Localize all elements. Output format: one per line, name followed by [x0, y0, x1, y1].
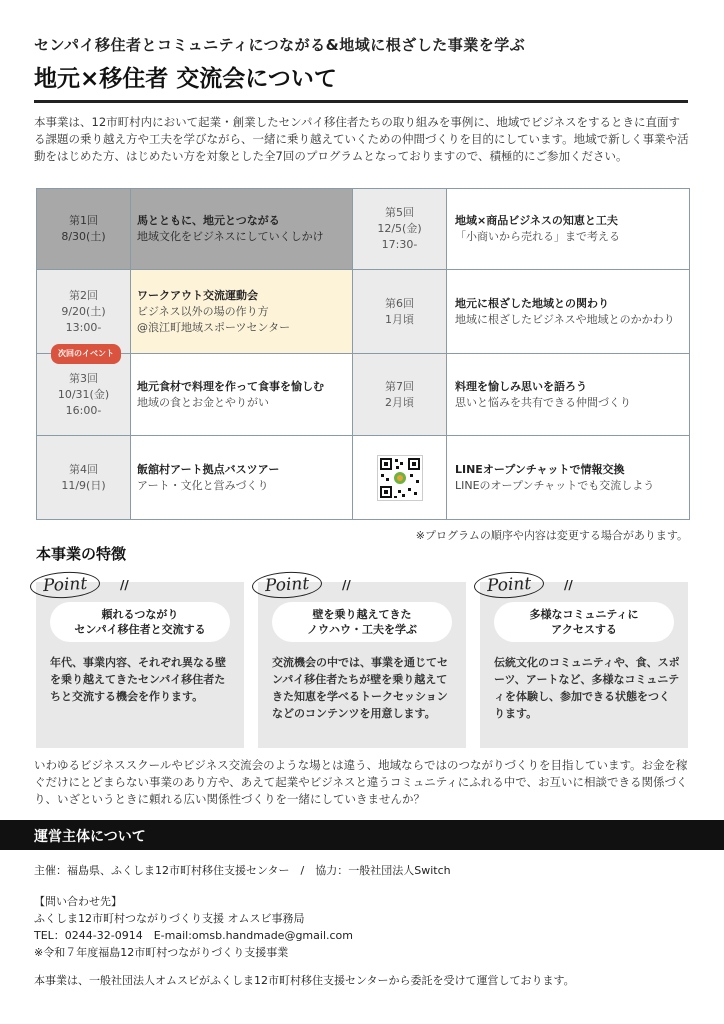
session-date-cell	[37, 349, 131, 435]
point-label: Point	[29, 570, 100, 600]
emphasis-marks: //	[342, 578, 351, 592]
feature-title-pill	[50, 602, 230, 642]
closing-paragraph: いわゆるビジネススクールやビジネス交流会のような場とは違う、地域ならではのつながりづくりを目指しています。お金を稼ぐだけにとどまらない事業のあり方や、あえて起業やビジネスと違うコミュニティにふれる中で、お互いに相談できる関係づくり、いざというときに頼れる広い関係性づくりを一緒にしていきませんか？	[34, 758, 688, 806]
contact-title: 【問い合わせ先】	[34, 895, 122, 908]
session-title: 地域×商品ビジネスの知恵と工夫	[455, 214, 618, 227]
feature-title-pill	[494, 602, 674, 642]
session-content-cell	[447, 354, 689, 435]
session-time: 17:30-	[381, 238, 418, 251]
feature-title-line: アクセスする	[551, 623, 617, 636]
session-number: 第5回	[385, 206, 414, 219]
schedule-row	[37, 189, 689, 270]
session-date-cell	[353, 189, 447, 269]
line-qr-code[interactable]	[377, 455, 423, 501]
session-subtitle: 地域の食とお金とやりがい	[137, 395, 269, 409]
qr-code-cell	[353, 436, 447, 519]
session-subtitle: 「小商いから売れる」まで考える	[455, 230, 620, 243]
session-content-cell	[447, 436, 689, 519]
feature-title-pill	[272, 602, 452, 642]
session-title: ワークアウト交流運動会	[137, 288, 258, 302]
emphasis-marks: //	[120, 578, 129, 592]
point-label: Point	[473, 570, 544, 600]
session-date: 9/20(土)	[61, 304, 106, 318]
session-content-cell	[131, 270, 353, 353]
session-venue: @浪江町地域スポーツセンター	[137, 320, 291, 334]
feature-title-line: 頼れるつながり	[101, 608, 179, 621]
line-openchat-subtitle: LINEのオープンチャットでも交流しよう	[455, 478, 655, 492]
session-date-cell	[353, 270, 447, 353]
session-date-cell	[353, 354, 447, 435]
qr-code-icon	[378, 456, 422, 500]
session-title: 馬とともに、地元とつながる	[137, 214, 280, 227]
session-number: 第6回	[385, 296, 414, 310]
session-date-cell	[37, 189, 131, 269]
session-date: 12/5(金)	[377, 222, 422, 235]
feature-body: 伝統文化のコミュニティや、食、スポーツ、アートなど、多様なコミュニティを体験し、参加できる状態をつくります。	[494, 656, 680, 720]
session-content-cell	[447, 270, 689, 353]
page-title: 地元×移住者 交流会について	[34, 66, 337, 92]
session-subtitle: 思いと悩みを共有できる仲間づくり	[455, 395, 631, 409]
contact-block	[34, 893, 353, 961]
session-number: 第2回	[69, 288, 98, 302]
title-divider	[34, 100, 688, 103]
session-date-cell	[37, 270, 131, 353]
session-number: 第3回	[69, 371, 98, 385]
session-date: 10/31(金)	[57, 387, 110, 401]
session-number: 第7回	[385, 379, 414, 393]
line-openchat-title: LINEオープンチャットで情報交換	[455, 462, 625, 476]
next-event-badge: 次回のイベント	[51, 344, 121, 364]
session-date-cell	[37, 436, 131, 519]
schedule-row	[37, 270, 689, 354]
schedule-row	[37, 436, 689, 519]
session-subtitle: 地域に根ざしたビジネスや地域とのかかわり	[455, 312, 675, 326]
footer-text: 本事業は、一般社団法人オムスビがふくしま12市町村移住支援センターから委託を受けて運営しております。	[34, 974, 575, 987]
page-subtitle: センパイ移住者とコミュニティにつながる&地域に根ざした事業を学ぶ	[34, 36, 526, 54]
point-label: Point	[251, 570, 322, 600]
contact-note: ※令和７年度福島12市町村つながりづくり支援事業	[34, 946, 289, 959]
session-date: 8/30(土)	[61, 230, 106, 243]
session-number: 第4回	[69, 462, 98, 476]
operation-heading: 運営主体について	[34, 829, 146, 845]
session-content-cell	[131, 189, 353, 269]
features-heading: 本事業の特徴	[36, 545, 127, 563]
session-title: 料理を愉しみ思いを語ろう	[455, 379, 587, 393]
session-title: 飯舘村アート拠点バスツアー	[137, 462, 280, 476]
intro-paragraph: 本事業は、12市町村内において起業・創業したセンパイ移住者たちの取り組みを事例に、地域でビジネスをするときに直面する課題の乗り越え方や工夫を学びながら、一緒に乗り越えていくための仲間づくりを目的にしています。地域で新しく事業や活動をはじめた方、はじめたい方を対象とした全7回のプログラムとなっておりますので、積極的にご参加ください。	[34, 115, 689, 163]
contact-tel-email[interactable]: TEL：0244-32-0914 E-mail:omsb.handmade@gmail.com	[34, 929, 353, 942]
session-subtitle: ビジネス以外の場の作り方	[137, 304, 269, 318]
feature-title-line: ノウハウ・工夫を学ぶ	[307, 623, 417, 636]
feature-body: 交流機会の中では、事業を通じてセンパイ移住者たちが壁を乗り越えてきた知恵を学べるトークセッションなどのコンテンツを用意します。	[272, 656, 448, 720]
schedule-row	[37, 349, 689, 436]
session-title: 地元に根ざした地域との関わり	[455, 296, 609, 310]
feature-card	[36, 573, 244, 748]
session-subtitle: 地域文化をビジネスにしていくしかけ	[137, 230, 324, 243]
feature-card	[258, 573, 466, 748]
session-title: 地元食材で料理を作って食事を愉しむ	[137, 379, 324, 393]
session-number: 第1回	[69, 214, 98, 227]
feature-body: 年代、事業内容、それぞれ異なる壁を乗り越えてきたセンパイ移住者たちと交流する機会を作ります。	[50, 656, 226, 703]
session-date: 1月頃	[385, 312, 414, 326]
session-content-cell	[131, 354, 353, 435]
session-content-cell	[131, 436, 353, 519]
feature-title-line: 壁を乗り越えてきた	[312, 608, 412, 621]
session-time: 16:00-	[65, 403, 102, 417]
feature-title-line: センパイ移住者と交流する	[74, 623, 206, 636]
schedule-note: ※プログラムの順序や内容は変更する場合があります。	[415, 529, 688, 542]
emphasis-marks: //	[564, 578, 573, 592]
feature-title-line: 多様なコミュニティに	[529, 608, 639, 621]
session-subtitle: アート・文化と営みづくり	[137, 478, 269, 492]
organizer-line: 主催：福島県、ふくしま12市町村移住支援センター / 協力：一般社団法人Switch	[34, 864, 451, 877]
feature-card	[480, 573, 688, 748]
session-content-cell	[447, 189, 689, 269]
session-date: 2月頃	[385, 395, 414, 409]
session-time: 13:00-	[65, 320, 102, 334]
schedule-table	[36, 188, 690, 520]
session-date: 11/9(日)	[61, 478, 106, 492]
contact-name: ふくしま12市町村つながりづくり支援 オムスビ事務局	[34, 912, 305, 925]
